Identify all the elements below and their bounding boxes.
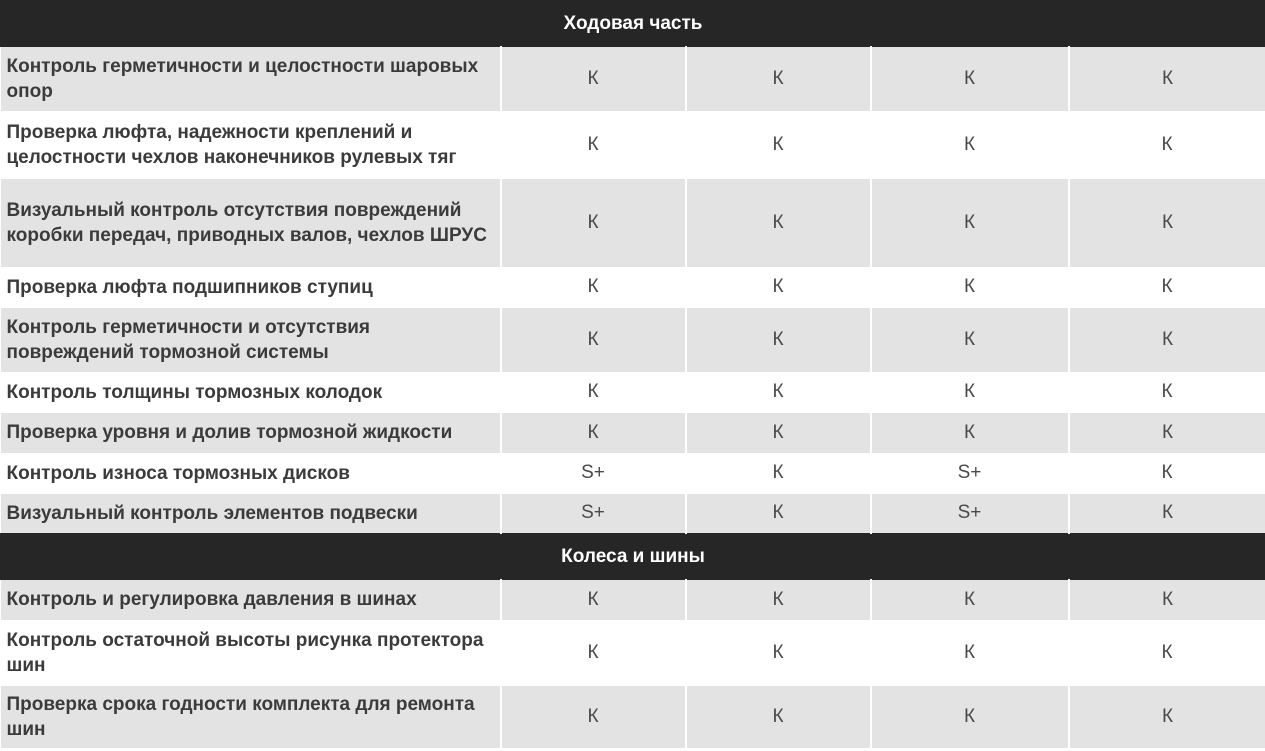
row-value: К — [686, 308, 871, 372]
row-value: К — [1069, 47, 1265, 111]
row-value: К — [871, 686, 1069, 748]
row-value: S+ — [871, 494, 1069, 534]
row-value: К — [871, 179, 1069, 267]
section-title: Колеса и шины — [1, 534, 1265, 580]
table-row — [1, 372, 1265, 413]
row-value: К — [1069, 580, 1265, 620]
row-value: К — [501, 308, 686, 372]
row-value: К — [871, 111, 1069, 179]
row-value: К — [871, 413, 1069, 453]
table-row — [1, 413, 1265, 453]
row-label: Контроль и регулировка давления в шинах — [1, 580, 501, 620]
row-value: К — [501, 686, 686, 748]
row-value: К — [501, 111, 686, 179]
row-value: К — [686, 453, 871, 494]
row-value: S+ — [871, 453, 1069, 494]
row-value: К — [1069, 686, 1265, 748]
section-header-row — [1, 534, 1265, 580]
row-value: К — [501, 413, 686, 453]
row-value: К — [871, 267, 1069, 308]
row-label: Проверка люфта подшипников ступиц — [1, 267, 501, 308]
row-value: К — [1069, 111, 1265, 179]
table-row — [1, 308, 1265, 372]
row-value: К — [686, 372, 871, 413]
row-value: К — [1069, 372, 1265, 413]
row-value: К — [1069, 494, 1265, 534]
row-value: К — [1069, 620, 1265, 686]
row-value: К — [1069, 179, 1265, 267]
row-value: К — [1069, 413, 1265, 453]
table-row — [1, 580, 1265, 620]
row-value: К — [501, 580, 686, 620]
row-value: К — [871, 47, 1069, 111]
row-value: К — [871, 620, 1069, 686]
section-title: Ходовая часть — [1, 1, 1265, 47]
row-value: К — [686, 686, 871, 748]
row-value: К — [501, 179, 686, 267]
row-value: К — [686, 111, 871, 179]
row-value: К — [686, 580, 871, 620]
row-label: Контроль герметичности и отсутствия повреждений тормозной системы — [1, 308, 501, 372]
row-value: К — [871, 580, 1069, 620]
table-row — [1, 453, 1265, 494]
table-row — [1, 267, 1265, 308]
table-row — [1, 620, 1265, 686]
row-value: К — [686, 620, 871, 686]
table-row — [1, 179, 1265, 267]
row-value: К — [1069, 308, 1265, 372]
row-value: К — [686, 413, 871, 453]
row-value: S+ — [501, 453, 686, 494]
row-label: Контроль толщины тормозных колодок — [1, 372, 501, 413]
row-value: S+ — [501, 494, 686, 534]
row-label: Визуальный контроль элементов подвески — [1, 494, 501, 534]
row-label: Контроль износа тормозных дисков — [1, 453, 501, 494]
row-value: К — [686, 179, 871, 267]
row-value: К — [686, 494, 871, 534]
row-value: К — [501, 267, 686, 308]
row-value: К — [871, 308, 1069, 372]
row-label: Проверка срока годности комплекта для ремонта шин — [1, 686, 501, 748]
row-label: Контроль остаточной высоты рисунка протектора шин — [1, 620, 501, 686]
row-value: К — [686, 47, 871, 111]
row-label: Проверка уровня и долив тормозной жидкости — [1, 413, 501, 453]
table-row — [1, 47, 1265, 111]
row-value: К — [1069, 453, 1265, 494]
row-value: К — [686, 267, 871, 308]
row-value: К — [1069, 267, 1265, 308]
row-label: Визуальный контроль отсутствия повреждений коробки передач, приводных валов, чехлов ШРУС — [1, 179, 501, 267]
row-label: Проверка люфта, надежности креплений и целостности чехлов наконечников рулевых тяг — [1, 111, 501, 179]
table-row — [1, 494, 1265, 534]
row-label: Контроль герметичности и целостности шаровых опор — [1, 47, 501, 111]
table-row — [1, 686, 1265, 748]
row-value: К — [501, 47, 686, 111]
row-value: К — [871, 372, 1069, 413]
section-header-row — [1, 1, 1265, 47]
table-row — [1, 111, 1265, 179]
row-value: К — [501, 372, 686, 413]
row-value: К — [501, 620, 686, 686]
